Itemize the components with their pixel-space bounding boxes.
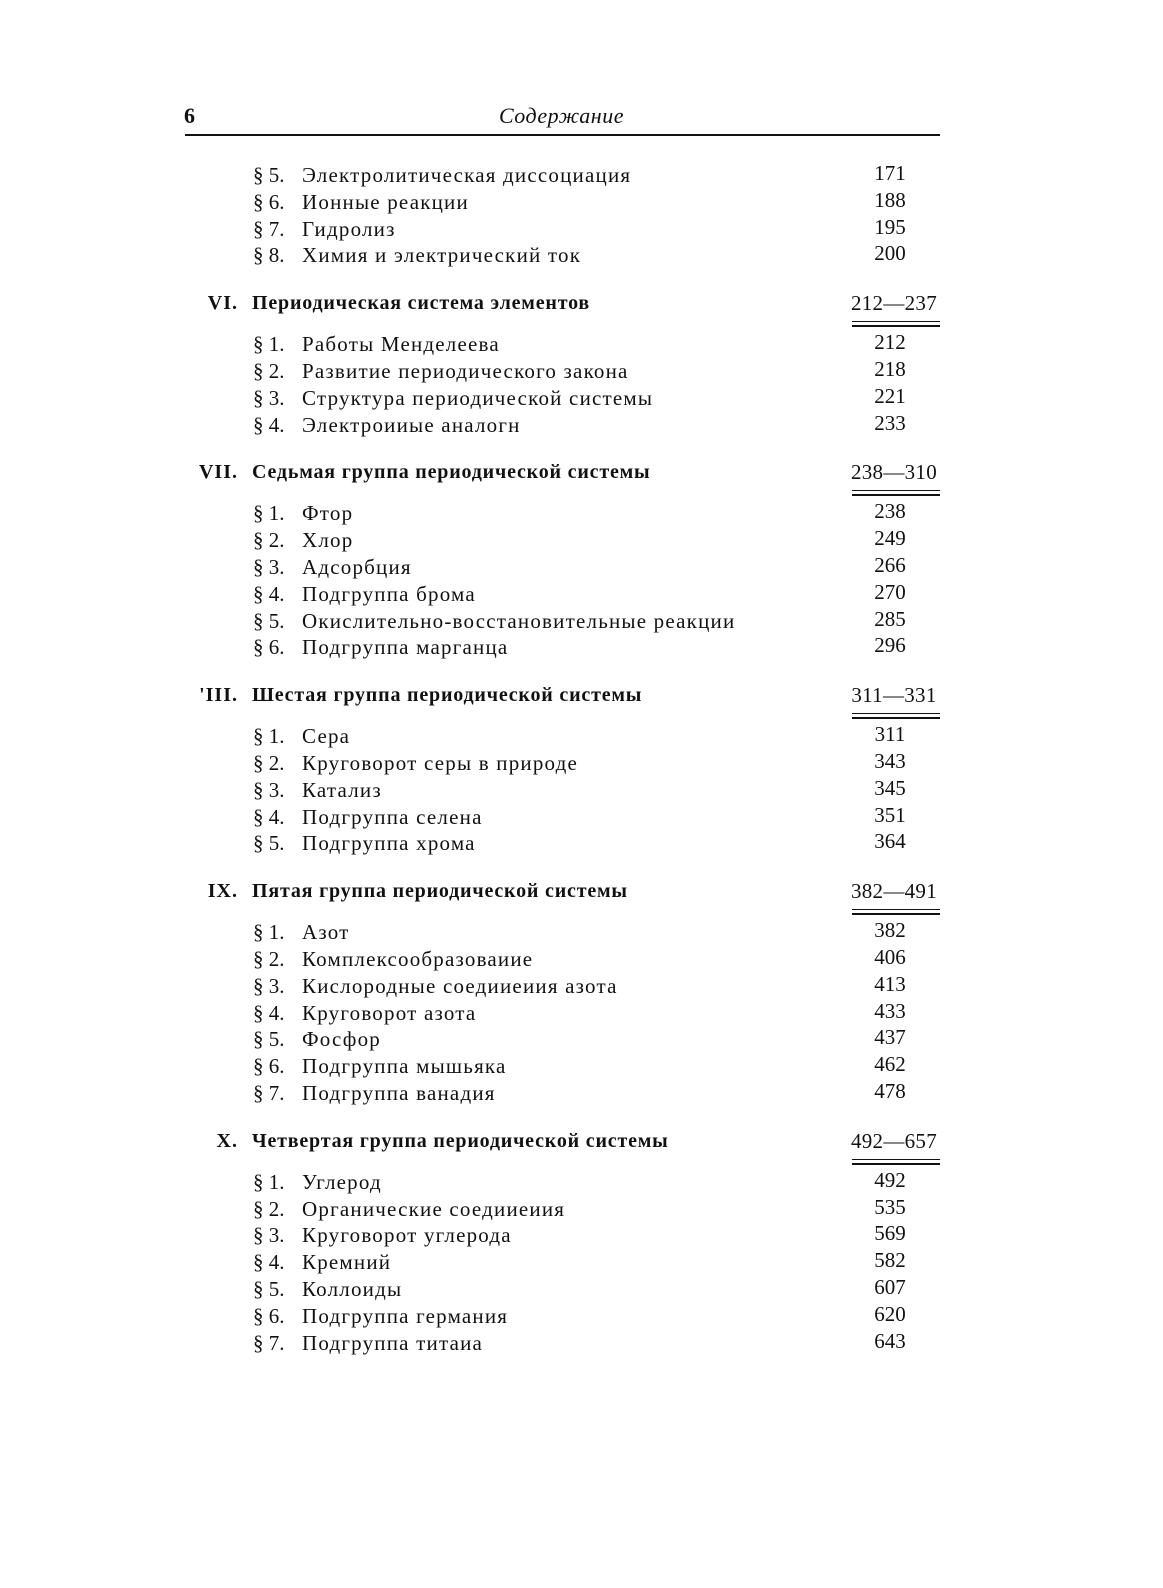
section-title: Развитие периодического закона (302, 359, 629, 383)
section-number: § 5. (253, 1027, 285, 1052)
section-number: § 5. (253, 1277, 285, 1301)
section-title: Круговорот азота (302, 1000, 477, 1025)
section-number: § 5. (253, 163, 285, 187)
section-title: Структура периодической системы (302, 385, 654, 410)
section-title: Химия и электрический ток (302, 243, 582, 268)
chapter-numeral: IX. (207, 880, 238, 903)
section-title: Подгруппа германия (302, 1303, 509, 1328)
section-number: § 2. (253, 947, 285, 971)
section-page: 437 (874, 1025, 906, 1050)
section-page: 221 (874, 383, 906, 408)
section-page: 171 (874, 161, 906, 185)
section-number: § 1. (253, 332, 285, 357)
section-page: 195 (874, 214, 906, 239)
section-number: § 2. (253, 1196, 285, 1221)
section-page: 462 (874, 1052, 906, 1077)
section-page: 296 (874, 633, 906, 658)
page-number: 6 (184, 103, 195, 128)
section-page: 382 (874, 918, 906, 943)
section-page: 238 (874, 499, 906, 524)
section-page: 351 (874, 802, 906, 827)
section-title: Работы Менделеева (302, 332, 500, 357)
section-number: § 2. (253, 359, 285, 383)
section-page: 406 (874, 945, 906, 969)
section-title: Ионные реакции (302, 189, 469, 214)
chapter-range-underline (852, 713, 940, 719)
section-page: 270 (874, 579, 906, 604)
section-title: Подгруппа мышьяка (302, 1054, 507, 1079)
chapter-range-underline (852, 321, 940, 327)
section-title: Подгруппа селена (302, 804, 483, 829)
section-page: 233 (874, 410, 906, 435)
section-number: § 3. (253, 385, 285, 410)
section-page: 343 (874, 749, 906, 773)
section-page: 413 (874, 971, 906, 996)
section-page: 311 (874, 722, 906, 747)
chapter-title: Шестая группа периодической системы (252, 684, 643, 707)
section-title: Фтор (302, 501, 354, 526)
section-title: Электролитическая диссоциация (302, 163, 632, 187)
section-title: Хлор (302, 528, 354, 553)
section-title: Подгруппа марганца (302, 635, 509, 660)
section-title: Сера (302, 724, 351, 749)
chapter-title: Пятая группа периодической системы (252, 880, 628, 903)
section-number: § 2. (253, 751, 285, 775)
section-title: Круговорот углерода (302, 1223, 512, 1248)
section-title: Комплексообразоваиие (302, 947, 534, 971)
section-number: § 4. (253, 804, 285, 829)
section-number: § 7. (253, 216, 285, 241)
section-page: 266 (874, 553, 906, 577)
chapter-range-underline (852, 490, 940, 496)
chapter-title: Седьмая группа периодической системы (252, 461, 651, 484)
section-number: § 4. (253, 412, 285, 437)
section-number: § 1. (253, 501, 285, 526)
chapter-page-range: 382—491 (850, 879, 938, 904)
section-number: § 3. (253, 555, 285, 579)
section-title: Окислительно-восстановительные реакции (302, 608, 736, 633)
section-number: § 1. (253, 724, 285, 749)
section-title: Круговорот серы в природе (302, 751, 579, 775)
section-number: § 8. (253, 243, 285, 268)
section-number: § 7. (253, 1081, 285, 1105)
section-number: § 3. (253, 1223, 285, 1248)
section-page: 285 (874, 606, 906, 631)
header-rule (185, 134, 940, 136)
section-title: Кислородные соедииеиия азота (302, 973, 618, 998)
section-title: Азот (302, 920, 350, 945)
chapter-range-underline (852, 1159, 940, 1165)
section-page: 200 (874, 241, 906, 266)
chapter-numeral: VI. (207, 292, 238, 315)
section-title: Коллоиды (302, 1277, 403, 1301)
section-title: Подгруппа ванадия (302, 1081, 496, 1105)
section-number: § 6. (253, 189, 285, 214)
section-number: § 2. (253, 528, 285, 553)
running-title: Содержание (498, 103, 624, 128)
section-page: 607 (874, 1275, 906, 1299)
section-page: 218 (874, 357, 906, 381)
section-title: Электроииые аналогн (302, 412, 521, 437)
section-title: Кремний (302, 1250, 392, 1275)
chapter-page-range: 238—310 (850, 460, 938, 485)
section-title: Органические соедииеиия (302, 1196, 566, 1221)
chapter-title: Периодическая система элементов (252, 292, 590, 315)
section-page: 492 (874, 1167, 906, 1192)
section-page: 345 (874, 775, 906, 800)
section-page: 433 (874, 998, 906, 1023)
section-number: § 5. (253, 608, 285, 633)
section-title: Подгруппа титаиа (302, 1330, 484, 1355)
section-page: 535 (874, 1194, 906, 1219)
section-number: § 6. (253, 1303, 285, 1328)
section-title: Подгруппа хрома (302, 831, 476, 856)
section-number: § 5. (253, 831, 285, 856)
chapter-page-range: 212—237 (850, 291, 938, 316)
chapter-numeral: VII. (198, 461, 238, 484)
section-title: Катализ (302, 777, 382, 802)
section-page: 249 (874, 526, 906, 551)
section-number: § 4. (253, 581, 285, 606)
section-number: § 6. (253, 635, 285, 660)
section-title: Гидролиз (302, 216, 396, 241)
section-title: Углерод (302, 1169, 382, 1194)
section-title: Подгруппа брома (302, 581, 476, 606)
section-page: 569 (874, 1221, 906, 1246)
section-title: Адсорбция (302, 555, 412, 579)
chapter-page-range: 311—331 (851, 683, 937, 708)
section-page: 188 (874, 187, 906, 212)
chapter-numeral: X. (216, 1129, 238, 1152)
section-number: § 7. (253, 1330, 285, 1355)
section-number: § 1. (253, 1169, 285, 1194)
section-page: 620 (874, 1301, 906, 1326)
section-number: § 3. (253, 777, 285, 802)
section-page: 582 (874, 1248, 906, 1273)
section-page: 478 (874, 1079, 906, 1103)
chapter-range-underline (852, 909, 940, 915)
section-number: § 3. (253, 973, 285, 998)
section-number: § 4. (253, 1250, 285, 1275)
section-number: § 6. (253, 1054, 285, 1079)
chapter-title: Четвертая группа периодической системы (252, 1129, 669, 1152)
section-page: 212 (874, 330, 906, 355)
chapter-page-range: 492—657 (850, 1128, 938, 1153)
section-title: Фосфор (302, 1027, 381, 1052)
section-number: § 1. (253, 920, 285, 945)
section-page: 643 (874, 1328, 906, 1353)
chapter-numeral: 'III. (199, 684, 238, 707)
section-number: § 4. (253, 1000, 285, 1025)
section-page: 364 (874, 829, 906, 854)
